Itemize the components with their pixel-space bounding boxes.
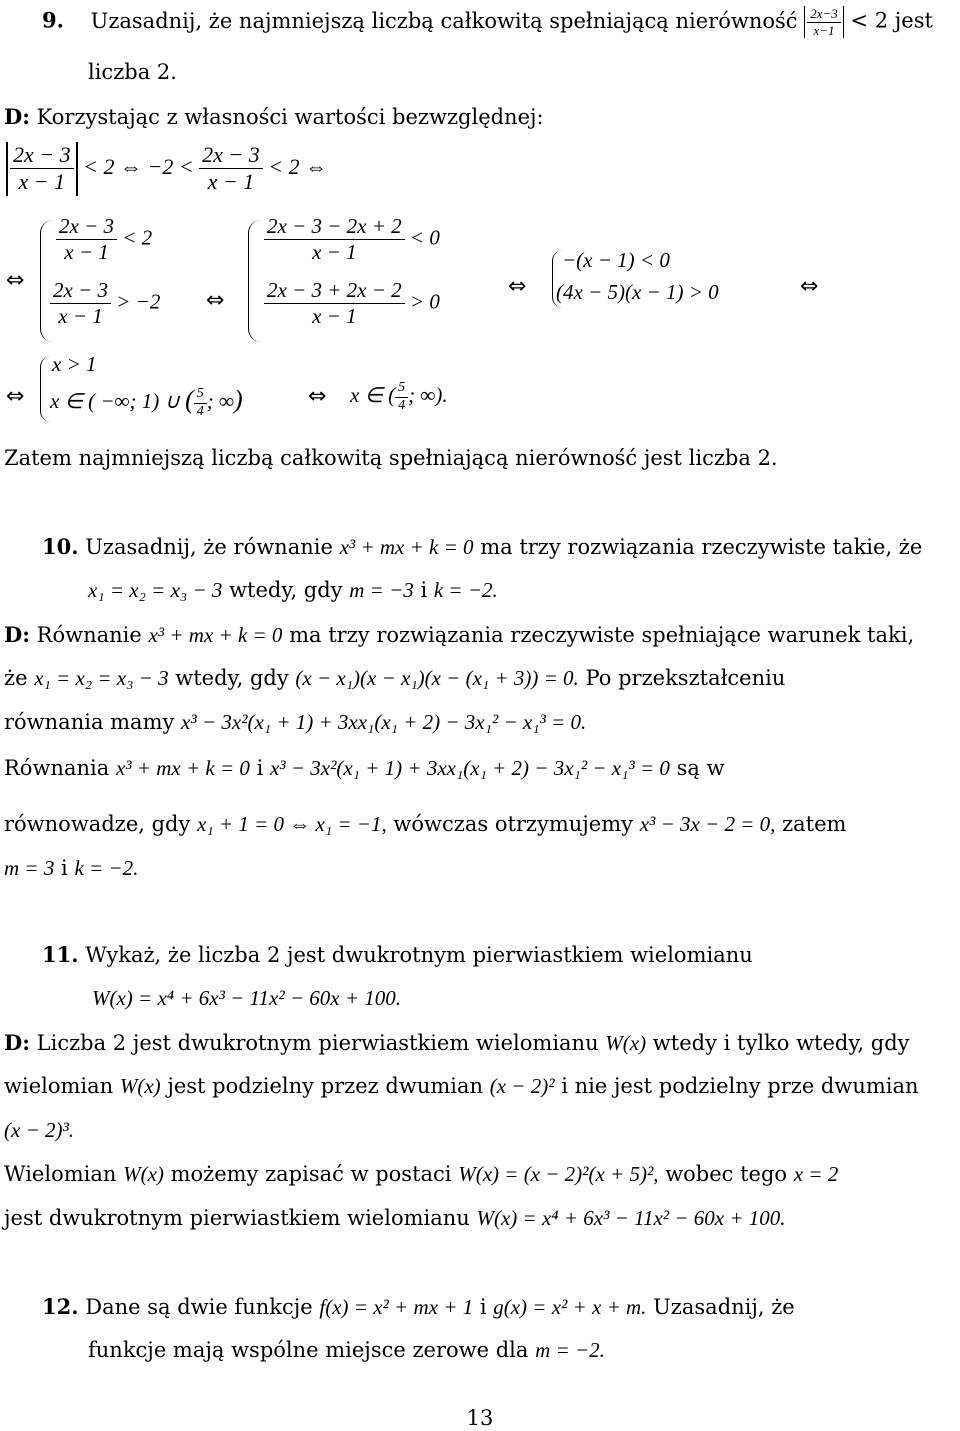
system2-row1: $\frac{2x - 3 - 2x + 2}{x - 1}$ < 0 [264,214,440,265]
system-brace [248,220,261,342]
equivalence-arrow: ⇔ [6,384,25,409]
statement-text: Uzasadnij, że najmniejszą liczbą całkowitą spełniającą nierówność [90,8,798,33]
solution-set: x ∈ ( $\frac{5}{4}$ ; ∞). [350,380,448,413]
system1-row2: $\frac{2x - 3}{x - 1}$ > −2 [50,278,160,329]
problem-10-proof-line1: D: Równanie x³ + mx + k = 0 ma trzy rozwiązania rzeczywiste spełniające warunek taki, [4,622,915,647]
abs-chain: $\frac{2x - 3}{x - 1}$ < 2 ⇔ −2 < $\frac{2x - 3}{x - 1}$ < 2 ⇔ [6,142,327,196]
problem-10-proof-line3: równania mamy x³ − 3x²(x₁ + 1) + 3xx₁(x₁ + 2) − 3x₁² − x₁³ = 0. [4,710,587,734]
problem-number: 11. [42,942,79,967]
problem-11-proof-line5: jest dwukrotnym pierwiastkiem wielomianu W(x) = x⁴ + 6x³ − 11x² − 60x + 100. [4,1206,786,1230]
system1-row1: $\frac{2x - 3}{x - 1}$ < 2 [56,214,152,265]
conclusion: Zatem najmniejszą liczbą całkowitą spełniającą nierówność jest liczba 2. [4,446,778,470]
problem-10-proof-line6: m = 3 i k = −2. [4,856,139,880]
problem-10-line2: x₁ = x₂ = x₃ − 3 wtedy, gdy m = −3 i k = −2. [88,578,498,602]
equivalence-arrow: ⇔ [206,288,225,313]
problem-11-proof-line3: (x − 2)³. [4,1118,75,1142]
problem-number: 12. [42,1294,79,1319]
statement-continuation: liczba 2. [88,60,177,84]
problem-11-proof-line1: D: Liczba 2 jest dwukrotnym pierwiastkiem wielomianu W(x) wtedy i tylko wtedy, gdy [4,1030,910,1055]
problem-11-proof-line2: wielomian W(x) jest podzielny przez dwumian (x − 2)² i nie jest podzielny prze dwumian [4,1074,919,1098]
problem-number: 10. [42,534,79,559]
problem-11-proof-line4: Wielomian W(x) możemy zapisać w postaci W(x) = (x − 2)²(x + 5)², wobec tego x = 2 [4,1162,839,1186]
page-number: 13 [466,1406,494,1430]
problem-12-line1: 12. Dane są dwie funkcje f(x) = x² + mx + 1 i g(x) = x² + x + m. Uzasadnij, że [42,1294,795,1319]
problem-10-proof-line5: równowadze, gdy x₁ + 1 = 0 ⇔ x₁ = −1, wówczas otrzymujemy x³ − 3x − 2 = 0, zatem [4,812,847,836]
system4-row1: x > 1 [52,352,97,376]
equivalence-arrow: ⇔ [308,384,327,409]
inequality-rhs: < 2 jest [850,8,933,33]
problem-12-line2: funkcje mają wspólne miejsce zerowe dla m = −2. [88,1338,605,1362]
equivalence-arrow: ⇔ [508,274,527,299]
problem-10-proof-line4: Równania x³ + mx + k = 0 i x³ − 3x²(x₁ + 1) + 3xx₁(x₁ + 2) − 3x₁² − x₁³ = 0 są w [4,756,725,780]
problem-10-line1: 10. Uzasadnij, że równanie x³ + mx + k = 0 ma trzy rozwiązania rzeczywiste takie, że [42,534,923,559]
system2-row2: $\frac{2x - 3 + 2x - 2}{x - 1}$ > 0 [264,278,440,329]
problem-11-line2: W(x) = x⁴ + 6x³ − 11x² − 60x + 100. [92,986,402,1010]
equivalence-arrow: ⇔ [6,268,25,293]
problem-11-line1: 11. Wykaż, że liczba 2 jest dwukrotnym pierwiastkiem wielomianu [42,942,753,967]
equivalence-arrow: ⇔ [800,274,819,299]
system4-row2: x ∈ ( −∞; 1) ∪ ( $\frac{5}{4}$ ; ∞) [50,385,243,419]
system3-row2: (4x − 5)(x − 1) > 0 [556,280,719,304]
problem-9-statement [42,6,933,38]
problem-10-proof-line2: że x₁ = x₂ = x₃ − 3 wtedy, gdy (x − x₁)(x − x₁)(x − (x₁ + 3)) = 0. Po przekształceniu [4,666,786,690]
problem-number: 9. [42,7,64,33]
inequality-abs: $\frac{2x-3}{x-1}$ [804,6,844,38]
system3-row1: −(x − 1) < 0 [562,248,670,272]
proof-intro: D: Korzystając z własności wartości bezwzględnej: [4,104,544,129]
